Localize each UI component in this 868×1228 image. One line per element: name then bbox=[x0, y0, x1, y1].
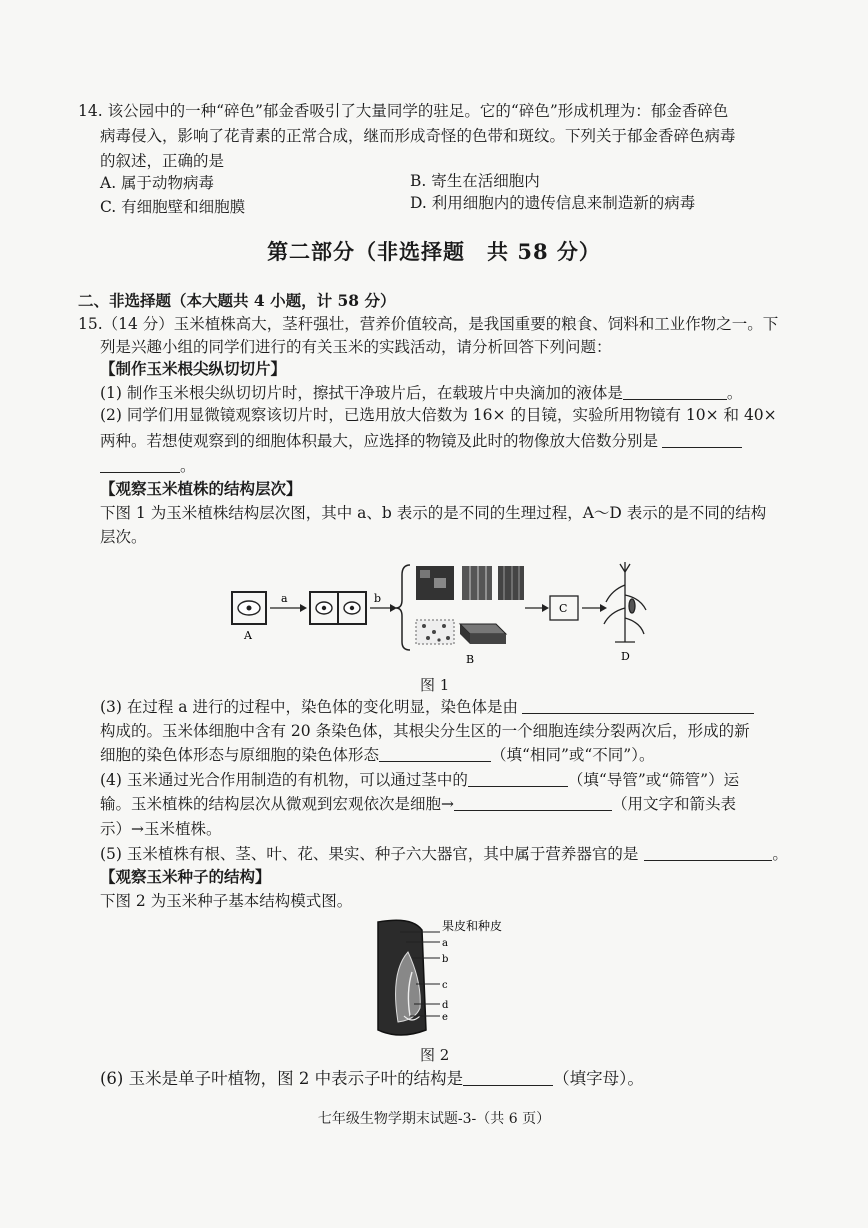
q15-part2-line3 bbox=[100, 455, 196, 477]
q15-part4-end2: （用文字和箭头表 bbox=[612, 795, 737, 813]
fig2-label-a: a bbox=[442, 938, 448, 949]
answer-blank-2b[interactable] bbox=[100, 456, 180, 473]
q15-part2-text: 两种。若想使观察到的细胞体积最大，应选择的物镜及此时的物像放大倍数分别是 bbox=[100, 432, 659, 450]
fig2-label-b: b bbox=[442, 954, 449, 965]
q15-part2-end: 。 bbox=[180, 457, 196, 475]
q15-sub2-heading: 【观察玉米植株的结构层次】 bbox=[100, 479, 302, 498]
answer-blank-3a[interactable] bbox=[522, 697, 754, 714]
part2-title: 第二部分（非选择题 共 58 分） bbox=[267, 239, 601, 264]
q14-option-c: C. 有细胞壁和细胞膜 bbox=[100, 198, 246, 216]
q14-line3: 的叙述，正确的是 bbox=[100, 152, 225, 170]
answer-blank-5[interactable] bbox=[644, 844, 772, 861]
q15-part3-text: (3) 在过程 a 进行的过程中，染色体的变化明显，染色体是由 bbox=[100, 698, 518, 716]
fig1-label-B: B bbox=[466, 653, 475, 666]
answer-blank-4a[interactable] bbox=[468, 770, 568, 787]
fig2-label-peel: 果皮和种皮 bbox=[442, 919, 503, 933]
q14-option-a: A. 属于动物病毒 bbox=[100, 174, 215, 192]
q15-part1-end: 。 bbox=[726, 384, 743, 402]
q14-option-d: D. 利用细胞内的遗传信息来制造新的病毒 bbox=[410, 194, 696, 212]
tissues-B bbox=[416, 566, 524, 644]
answer-blank-2a[interactable] bbox=[662, 431, 742, 448]
q15-part3-end: （填“相同”或“不同”）。 bbox=[491, 746, 655, 764]
fig1-desc-line2: 层次。 bbox=[100, 528, 147, 546]
brace bbox=[396, 565, 410, 650]
q15-part1 bbox=[100, 382, 742, 404]
fig2-label-c: c bbox=[442, 980, 448, 991]
q14-line2: 病毒侵入，影响了花青素的正常合成，继而形成奇怪的色带和斑纹。下列关于郁金香碎色病毒 bbox=[100, 127, 736, 145]
fig1-label-C: C bbox=[559, 602, 568, 615]
q15-part2-line2 bbox=[100, 430, 742, 452]
q15-part4-line2 bbox=[100, 793, 736, 815]
fig1-caption: 图 1 bbox=[420, 676, 450, 694]
fig2-caption: 图 2 bbox=[420, 1046, 450, 1064]
q15-part5-text: (5) 玉米植株有根、茎、叶、花、果实、种子六大器官，其中属于营养器官的是 bbox=[100, 845, 639, 863]
page-footer: 七年级生物学期末试题-3-（共 6 页） bbox=[317, 1111, 551, 1127]
answer-blank-3b[interactable] bbox=[379, 745, 491, 762]
fig2-label-e: e bbox=[442, 1012, 448, 1023]
q15-part5-end: 。 bbox=[772, 845, 788, 863]
q15-part3-line2: 构成的。玉米体细胞中含有 20 条染色体，其根尖分生区的一个细胞连续分裂两次后，形成的新 bbox=[100, 722, 750, 740]
answer-blank-1[interactable] bbox=[623, 383, 727, 400]
section2-heading: 二、非选择题（本大题共 4 小题，计 58 分） bbox=[78, 291, 396, 310]
q15-part5 bbox=[100, 843, 788, 865]
figure-1-diagram bbox=[220, 560, 650, 670]
figure-2-corn-seed bbox=[360, 912, 530, 1042]
fig1-label-A: A bbox=[244, 629, 252, 642]
two-cells bbox=[310, 592, 366, 624]
q15-sub1-heading: 【制作玉米根尖纵切切片】 bbox=[100, 359, 287, 378]
q15-intro-line1: 15.（14 分）玉米植株高大，茎秆强壮，营养价值较高，是我国重要的粮食、饲料和工业作物之一。下 bbox=[78, 315, 779, 333]
answer-blank-6[interactable] bbox=[463, 1069, 553, 1086]
q15-part3-text2: 细胞的染色体形态与原细胞的染色体形态 bbox=[100, 746, 380, 764]
q15-part4-line1 bbox=[100, 769, 739, 791]
q15-part6 bbox=[100, 1068, 644, 1090]
fig2-label-d: d bbox=[442, 1000, 449, 1011]
fig1-label-D: D bbox=[621, 650, 630, 663]
q15-part3-line1 bbox=[100, 696, 754, 718]
answer-blank-4b[interactable] bbox=[454, 794, 612, 811]
q15-part6-text: (6) 玉米是单子叶植物，图 2 中表示子叶的结构是 bbox=[100, 1069, 464, 1088]
fig1-label-arrow-a: a bbox=[281, 592, 288, 605]
q14-line1: 14. 该公园中的一种“碎色”郁金香吸引了大量同学的驻足。它的“碎色”形成机理为：郁金香碎色 bbox=[78, 102, 729, 120]
q15-intro-line2: 列是兴趣小组的同学们进行的有关玉米的实践活动，请分析回答下列问题： bbox=[100, 338, 612, 356]
q15-part4-end1: （填“导管”或“筛管”）运 bbox=[567, 771, 740, 789]
q15-part1-text: (1) 制作玉米根尖纵切切片时，擦拭干净玻片后，在载玻片中央滴加的液体是 bbox=[100, 384, 623, 402]
q15-part6-end: （填字母）。 bbox=[553, 1069, 644, 1088]
q15-part2-line1: (2) 同学们用显微镜观察该切片时，已选用放大倍数为 16× 的目镜，实验所用物镜有 10× 和 40× bbox=[100, 406, 777, 424]
single-cell-A bbox=[232, 592, 266, 624]
q15-part3-line3 bbox=[100, 744, 654, 766]
q14-option-b: B. 寄生在活细胞内 bbox=[410, 172, 540, 190]
fig1-desc-line1: 下图 1 为玉米植株结构层次图，其中 a、b 表示的是不同的生理过程，A～D 表示的是不同的结构 bbox=[100, 504, 767, 522]
q15-sub3-heading: 【观察玉米种子的结构】 bbox=[100, 867, 271, 886]
fig1-label-arrow-b: b bbox=[374, 592, 382, 605]
fig2-desc: 下图 2 为玉米种子基本结构模式图。 bbox=[100, 892, 353, 910]
corn-plant-D bbox=[604, 562, 646, 642]
q15-part4-line3: 示）→玉米植株。 bbox=[100, 820, 222, 838]
q15-part4-text2: 输。玉米植株的结构层次从微观到宏观依次是细胞→ bbox=[100, 795, 454, 813]
q15-part4-text: (4) 玉米通过光合作用制造的有机物，可以通过茎中的 bbox=[100, 771, 468, 789]
